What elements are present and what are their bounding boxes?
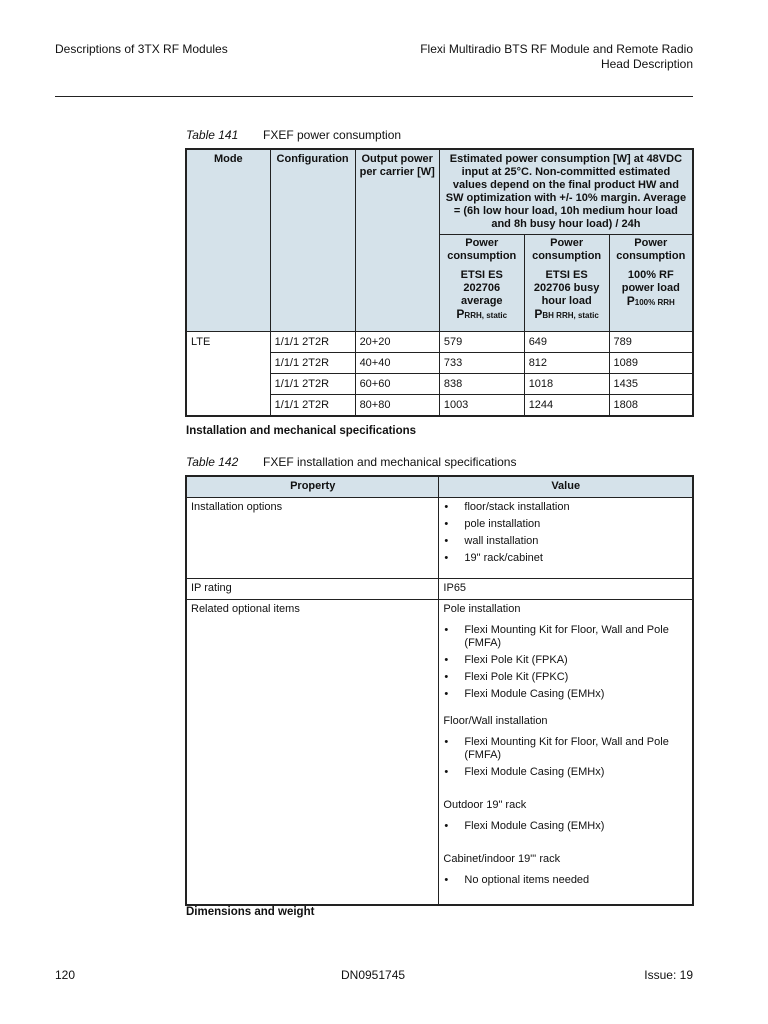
list-item: • floor/stack installation bbox=[443, 501, 688, 514]
list-item: • Flexi Module Casing (EMHx) bbox=[443, 688, 688, 701]
cell: 20+20 bbox=[355, 332, 439, 353]
sub-average-subscript: RRH, static bbox=[464, 311, 508, 320]
th-configuration: Configuration bbox=[270, 149, 355, 332]
th-value: Value bbox=[439, 476, 693, 498]
cell: 1089 bbox=[609, 353, 693, 374]
th-mode: Mode bbox=[186, 149, 270, 332]
group-pole bbox=[443, 603, 688, 701]
cell: 789 bbox=[609, 332, 693, 353]
cell: 60+60 bbox=[355, 374, 439, 395]
cell: 1244 bbox=[524, 395, 609, 417]
mode-cell: LTE bbox=[186, 332, 270, 417]
group-list bbox=[443, 820, 688, 833]
group-floor-wall bbox=[443, 715, 688, 779]
sub-average-line1: Power consumption bbox=[447, 237, 517, 262]
table-row bbox=[186, 332, 693, 353]
table-row bbox=[186, 600, 693, 906]
group-list bbox=[443, 736, 688, 779]
list-item: • Flexi Pole Kit (FPKA) bbox=[443, 654, 688, 667]
list-item: • Flexi Mounting Kit for Floor, Wall and Pole (FMFA) bbox=[443, 736, 688, 762]
header-rule bbox=[55, 96, 693, 97]
th-sub-busy-hour bbox=[524, 235, 609, 332]
related-items-value bbox=[439, 600, 693, 906]
cell: 40+40 bbox=[355, 353, 439, 374]
list-item: • Flexi Module Casing (EMHx) bbox=[443, 820, 688, 833]
list-item: • No optional items needed bbox=[443, 874, 688, 887]
sub-full-subscript: 100% RRH bbox=[634, 298, 675, 307]
group-list bbox=[443, 874, 688, 887]
cell: 80+80 bbox=[355, 395, 439, 417]
table142-caption bbox=[186, 455, 516, 469]
cell: 1/1/1 2T2R bbox=[270, 395, 355, 417]
group-title: Pole installation bbox=[443, 603, 521, 615]
group-title: Outdoor 19" rack bbox=[443, 799, 527, 811]
cell: 1018 bbox=[524, 374, 609, 395]
sub-busy-subscript: BH RRH, static bbox=[542, 311, 599, 320]
cell: 579 bbox=[439, 332, 524, 353]
footer-page-number: 120 bbox=[55, 968, 76, 982]
ip-rating-value: IP65 bbox=[439, 579, 693, 600]
group-title: Floor/Wall installation bbox=[443, 715, 548, 727]
group-cabinet-rack bbox=[443, 853, 688, 887]
cell: 1808 bbox=[609, 395, 693, 417]
related-items-label: Related optional items bbox=[186, 600, 439, 906]
installation-options-label: Installation options bbox=[186, 498, 439, 579]
sub-full-symbol: P bbox=[626, 294, 635, 308]
cell: 1003 bbox=[439, 395, 524, 417]
footer-doc-id: DN0951745 bbox=[341, 968, 406, 982]
group-title: Cabinet/indoor 19"' rack bbox=[443, 853, 561, 865]
cell: 1/1/1 2T2R bbox=[270, 353, 355, 374]
sub-busy-symbol: P bbox=[534, 307, 543, 321]
list-item: • Flexi Pole Kit (FPKC) bbox=[443, 671, 688, 684]
th-property: Property bbox=[186, 476, 439, 498]
sub-full-line1: Power consumption bbox=[616, 237, 686, 262]
list-item: • Flexi Mounting Kit for Floor, Wall and Pole (FMFA) bbox=[443, 624, 688, 650]
ip-rating-label: IP rating bbox=[186, 579, 439, 600]
header-right bbox=[420, 42, 693, 72]
cell: 838 bbox=[439, 374, 524, 395]
sub-average-symbol: P bbox=[456, 307, 465, 321]
sub-full-line2: 100% RF power load bbox=[621, 269, 680, 294]
installation-specs-table bbox=[185, 475, 694, 906]
section-dimensions-heading: Dimensions and weight bbox=[186, 906, 315, 918]
installation-options-list bbox=[443, 501, 688, 565]
sub-busy-line1: Power consumption bbox=[532, 237, 602, 262]
table-row bbox=[186, 579, 693, 600]
cell: 812 bbox=[524, 353, 609, 374]
header-left: Descriptions of 3TX RF Modules bbox=[55, 42, 228, 56]
th-output-power: Output power per carrier [W] bbox=[355, 149, 439, 332]
group-outdoor-rack bbox=[443, 799, 688, 833]
th-estimated-power: Estimated power consumption [W] at 48VDC input at 25°C. Non-committed estimated values depend on the final product HW and SW optimization with +/- 10% margin. Average = (6h low hour load, 10h medium hour load and 8h busy hour load) / 24h bbox=[439, 149, 693, 235]
list-item: • 19" rack/cabinet bbox=[443, 552, 688, 565]
installation-options-value bbox=[439, 498, 693, 579]
cell: 1435 bbox=[609, 374, 693, 395]
list-item: • Flexi Module Casing (EMHx) bbox=[443, 766, 688, 779]
sub-average-line2: ETSI ES 202706 average bbox=[460, 269, 503, 307]
section-installation-heading: Installation and mechanical specifications bbox=[186, 425, 417, 437]
cell: 649 bbox=[524, 332, 609, 353]
cell: 733 bbox=[439, 353, 524, 374]
table-row bbox=[186, 498, 693, 579]
table141-title: FXEF power consumption bbox=[263, 128, 402, 142]
table141-caption bbox=[186, 128, 401, 142]
list-item: • wall installation bbox=[443, 535, 688, 548]
table142-title: FXEF installation and mechanical specifications bbox=[263, 455, 517, 469]
cell: 1/1/1 2T2R bbox=[270, 374, 355, 395]
table142-number: Table 142 bbox=[186, 455, 239, 469]
list-item: • pole installation bbox=[443, 518, 688, 531]
group-list bbox=[443, 624, 688, 701]
power-consumption-table bbox=[185, 148, 694, 417]
th-sub-average bbox=[439, 235, 524, 332]
sub-busy-line2: ETSI ES 202706 busy hour load bbox=[533, 269, 600, 307]
cell: 1/1/1 2T2R bbox=[270, 332, 355, 353]
header-right-line1: Flexi Multiradio BTS RF Module and Remote Radio bbox=[420, 42, 693, 56]
th-sub-full-load bbox=[609, 235, 693, 332]
footer-issue: Issue: 19 bbox=[644, 968, 693, 982]
table141-number: Table 141 bbox=[186, 128, 239, 142]
header-right-line2: Head Description bbox=[600, 57, 693, 71]
